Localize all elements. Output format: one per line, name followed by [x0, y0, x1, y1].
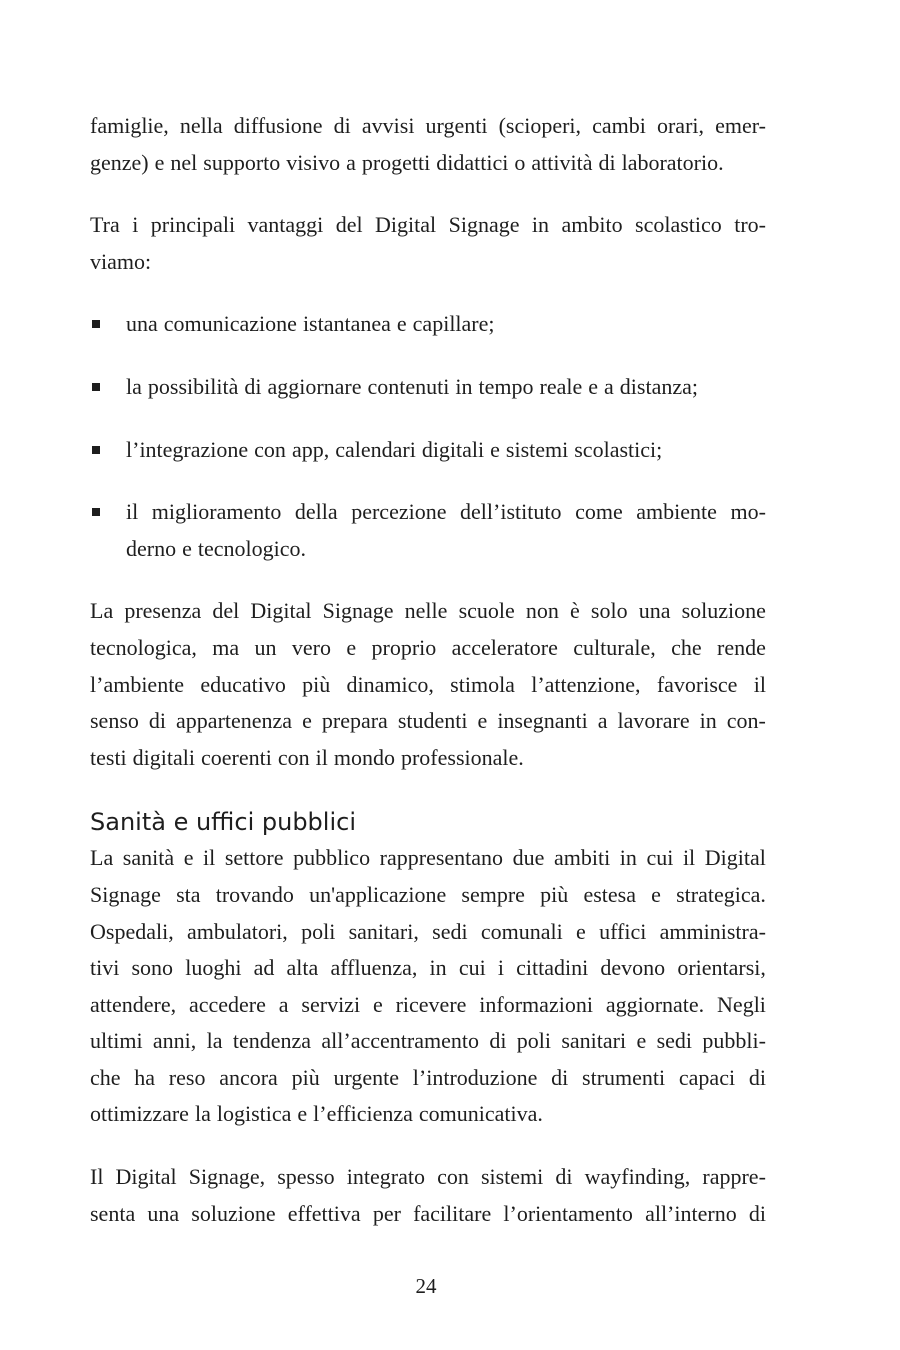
text-line: ultimi anni, la tendenza all’accentramento di poli sanitari e sedi pubbli-	[90, 1028, 766, 1054]
text-line: il miglioramento della percezione dell’istituto come ambiente mo-	[126, 499, 766, 525]
section-heading: Sanità e uffici pubblici	[90, 808, 356, 837]
text-line: Il Digital Signage, spesso integrato con sistemi di wayfinding, rappre-	[90, 1164, 766, 1190]
text-line: testi digitali coerenti con il mondo professionale.	[90, 744, 524, 770]
page-body	[90, 108, 766, 1232]
paragraph-advantages-intro	[90, 207, 766, 280]
bullet-item	[90, 369, 766, 406]
text-line: la possibilità di aggiornare contenuti in tempo reale e a distanza;	[126, 373, 698, 399]
paragraph-school-intro	[90, 108, 766, 181]
text-line: Tra i principali vantaggi del Digital Signage in ambito scolastico tro-	[90, 212, 766, 238]
bullet-item	[90, 432, 766, 469]
bullet-item	[90, 494, 766, 567]
text-line: viamo:	[90, 248, 152, 274]
text-line: attendere, accedere a servizi e ricevere informazioni aggiornate. Negli	[90, 991, 766, 1017]
square-bullet-icon	[92, 383, 100, 391]
square-bullet-icon	[92, 320, 100, 328]
bullet-item	[90, 306, 766, 343]
text-line: La presenza del Digital Signage nelle scuole non è solo una soluzione	[90, 598, 766, 624]
text-line: ottimizzare la logistica e l’efficienza comunicativa.	[90, 1101, 543, 1127]
text-line: famiglie, nella diffusione di avvisi urgenti (scioperi, cambi orari, emer-	[90, 113, 766, 138]
paragraph-wayfinding	[90, 1159, 766, 1232]
text-line: Ospedali, ambulatori, poli sanitari, sedi comunali e uffici amministra-	[90, 918, 766, 944]
text-line: senta una soluzione effettiva per facilitare l’orientamento all’interno di	[90, 1200, 766, 1226]
text-line: La sanità e il settore pubblico rappresentano due ambiti in cui il Digital	[90, 845, 766, 871]
text-line: l’ambiente educativo più dinamico, stimola l’attenzione, favorisce il	[90, 671, 766, 697]
text-line: tecnologica, ma un vero e proprio acceleratore culturale, che rende	[90, 634, 766, 660]
paragraph-health-public	[90, 840, 766, 1133]
text-line: derno e tecnologico.	[126, 535, 306, 561]
paragraph-school-conclusion	[90, 593, 766, 776]
text-line: che ha reso ancora più urgente l’introduzione di strumenti capaci di	[90, 1064, 766, 1090]
text-line: una comunicazione istantanea e capillare;	[126, 311, 495, 337]
square-bullet-icon	[92, 446, 100, 454]
text-line: genze) e nel supporto visivo a progetti didattici o attività di laboratorio.	[90, 149, 724, 175]
text-line: tivi sono luoghi ad alta affluenza, in cui i cittadini devono orientarsi,	[90, 955, 766, 981]
text-line: senso di appartenenza e prepara studenti e insegnanti a lavorare in con-	[90, 708, 766, 734]
text-line: Signage sta trovando un'applicazione sempre più estesa e strategica.	[90, 881, 766, 907]
square-bullet-icon	[92, 508, 100, 516]
page-number: 24	[415, 1274, 437, 1298]
text-line: l’integrazione con app, calendari digitali e sistemi scolastici;	[126, 436, 663, 462]
